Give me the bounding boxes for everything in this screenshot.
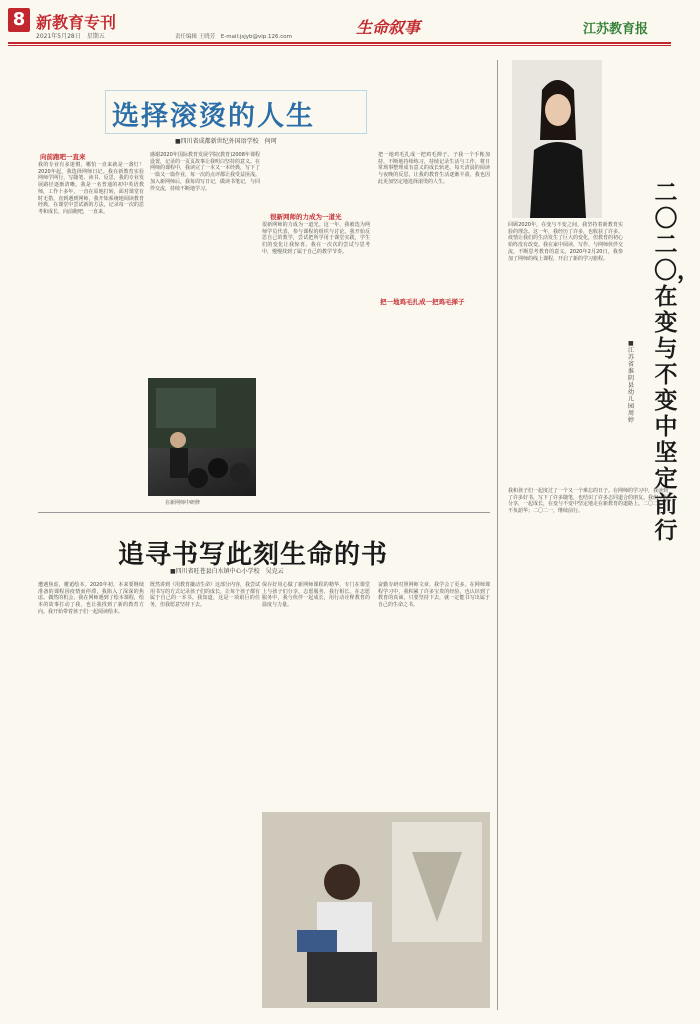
article1-column-4b	[378, 308, 490, 498]
header-rule-thin	[8, 45, 671, 46]
column-name: 生命叙事	[356, 18, 421, 37]
article1-column-1: 我的专业有多迷惘，哪怕一直来就是一盏灯！2020年起，我选择网师日记。我在新教育实验网师学网行，写随笔、读书、反思，我的专业发展路径逐渐清晰。我是一名普通的初中英语教师，工作十多年，一直在原地打转，面对课堂有时无措。直到遇到网师，我开始系统地阅读教育经典，在课堂中尝试新的方法，记录每一次的思考和成长，向前跑吧，一直来。	[38, 162, 144, 215]
article1-photo	[148, 378, 256, 496]
article1-column-3a	[262, 152, 370, 208]
portrait-photo-icon	[512, 60, 602, 218]
article3-byline: ■江苏省淮阴县幼儿园 周婷	[628, 340, 641, 424]
article1-column-3: 很新网师的力成为一道光。这一年，我被选为网师学员代表，参与课程的组织与讨论。我开始反思自己的教学，尝试把所学用于课堂实践，学生们的变化让我惊喜。我在一次次的尝试与思考中，慢慢找到了属于自己的教学节奏。	[262, 222, 370, 255]
article1-subhead-3: 把一地鸡毛扎成一把鸡毛掸子	[380, 298, 465, 306]
section-title: 新教育专刊	[36, 13, 117, 32]
classroom-photo-icon	[148, 378, 256, 496]
article2-column-2: 既然讲到《用教育撬动生命》这部分内容，我尝试用书写的方式记录孩子们的成长，让每个孩子都有属于自己的一本书。我知道，这是一项艰巨的任务，但我愿意坚持下去。	[150, 582, 261, 609]
article2-column-1: 遭遇焦虑，邂逅绘本。2020年初，本来要继续准备的课程因疫情而停滞，我陷入了深深的焦虑。偶然的机会，我在网师遇到了绘本课程，绘本的故事打动了我，也让我找到了新的教育方向。我开始带着孩子们一起阅读绘本。	[38, 582, 144, 615]
article3-column-1: 回顾2020年，在变与不变之间，我坚持着新教育实验的理念。这一年，我经历了许多，也收获了许多。疫情让我们的生活发生了巨大的变化，但教育的初心始终没有改变。我在家中阅读、写作、与网师伙伴交流，不断思考教育的意义。2020年2月20日，我参加了网师的线上课程，开启了新的学习旅程。	[508, 222, 624, 262]
article2-byline: ■四川省旺苍县白水镇中心小学校 吴克云	[170, 568, 284, 575]
article-divider	[38, 512, 490, 513]
header-rule	[8, 42, 671, 44]
page-number: 8	[8, 8, 30, 32]
article2-photo	[262, 812, 490, 1008]
article1-photo-caption: 在新网师中研修	[165, 500, 201, 506]
article2-column-3: 保存好用心做了新网师课程的精华，专门在课堂上与孩子们分享。志愿服务，我行相长。在志愿服务中，我与伙伴一起成长，用行动诠释教育的温度与力量。	[262, 582, 370, 609]
paper-logo: 江苏教育报	[583, 22, 649, 37]
article1-title: 选择滚烫的人生	[112, 101, 315, 132]
article1-subhead-1: 向前跑吧一直来	[40, 153, 86, 161]
issue-date: 2021年5月28日 星期五	[36, 33, 105, 40]
article2-column-4: 奋勤专研对照网师文章，我学会了更多。在网师课程学习中，我积累了许多宝贵的经验，也认识到了教育的真谛。只要坚持下去，就一定能书写出属于自己的生命之书。	[378, 582, 490, 609]
column-divider	[497, 60, 498, 1010]
reader-photo-icon	[262, 812, 490, 1008]
article3-title: 二〇二〇，在变与不变中坚定前行	[654, 179, 700, 544]
article1-column-4: 把一地鸡毛扎成一把鸡毛掸子。子我一个手帐加持，不断地持续练习，持续记录生活与工作，将日常琐事整理成有意义的成长轨迹。每天清晨的阅读与夜晚的反思，让我的教育生活逐渐丰盈，我也因此更加坚定地选择滚烫的人生。	[378, 152, 490, 185]
article1-column-2: 感谢2020年国际教育发展学院(教育)2008年课程设置，记录的一页页故事让我明白坚持的意义。在网师的课程中，我读完了一本又一本经典，写下了一篇又一篇作业，每一次的点评都让我受益匪浅。加入新网师后，我每周写日记，做读书笔记，与同伴交流，持续不断地学习。	[150, 152, 261, 192]
editor-info: 责任编辑 王晓芳 E-mail:jsjyb@vip.126.com	[175, 34, 293, 40]
article3-column-2: 我和孩子们一起度过了一个又一个难忘的日子。在网师的学习中，我读到了许多好书，写下了许多随笔，也结识了许多志同道合的朋友。我们一起分享，一起成长，在变与不变中坚定地走在新教育的道路上。二〇二〇，不负韶华；二〇二一，继续前行。	[508, 488, 669, 515]
article3-portrait	[512, 60, 602, 218]
article2-title: 追寻书写此刻生命的书	[118, 540, 389, 570]
article1-subhead-2: 很新网师的力成为一道光	[270, 213, 342, 221]
article1-byline: ■四川省成都新世纪外国语学校 何珂	[175, 138, 277, 145]
